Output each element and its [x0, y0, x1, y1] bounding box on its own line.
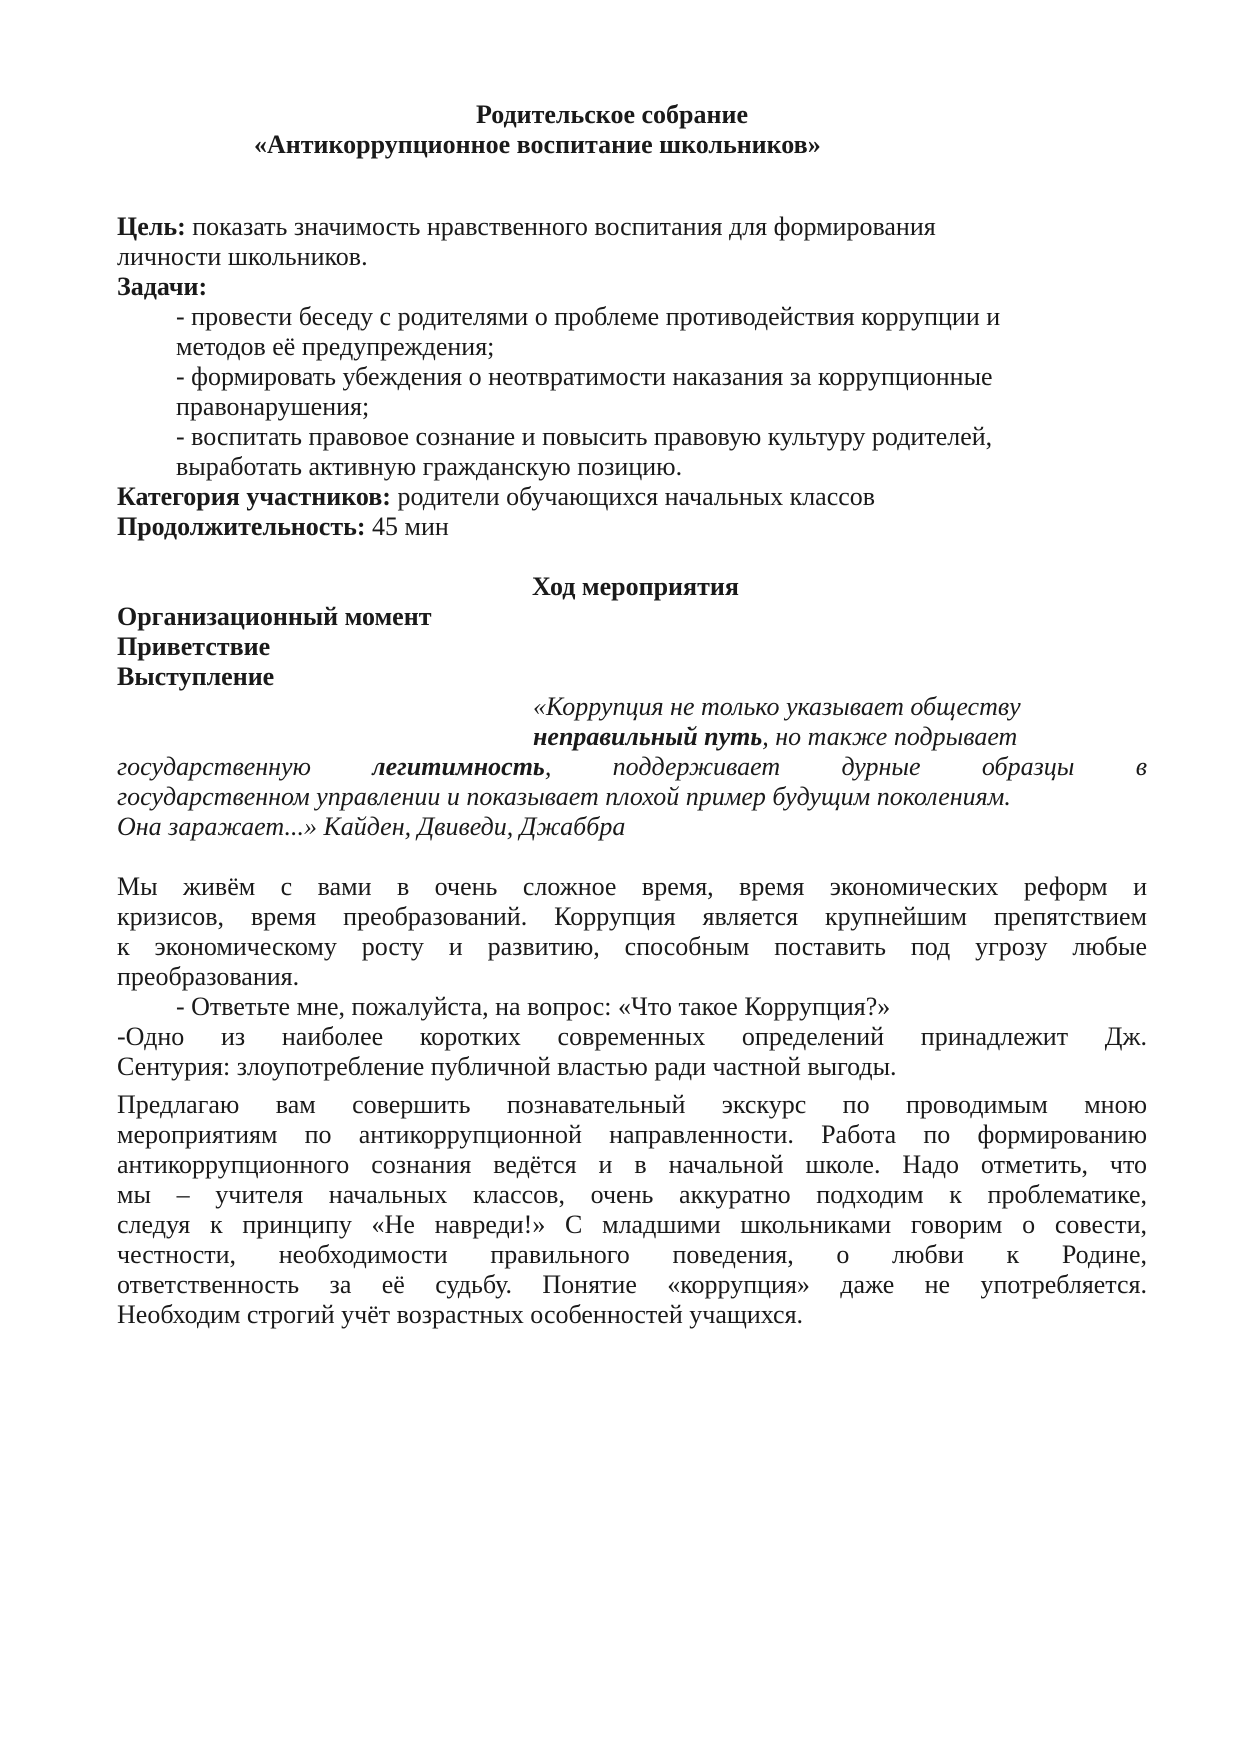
paragraph-1-line: преобразования.: [117, 962, 300, 991]
answer-block: [117, 1022, 1147, 1082]
stage-organizational: Организационный момент: [117, 602, 432, 631]
task-3-line-1: - воспитать правовое сознание и повысить правовую культуру родителей,: [176, 422, 993, 451]
paragraph-2-line: следуя к принципу «Не навреди!» С младшими школьниками говорим о совести,: [117, 1210, 1147, 1239]
course-heading: Ход мероприятия: [532, 572, 739, 601]
quote-body: [117, 752, 1147, 842]
question-line: - Ответьте мне, пожалуйста, на вопрос: «Что такое Коррупция?»: [176, 992, 891, 1021]
quote-emphasis-wrong-path: неправильный путь: [533, 722, 763, 751]
title-line-1: Родительское собрание: [476, 100, 748, 129]
paragraph-2-line: честности, необходимости правильного поведения, о любви к Родине,: [117, 1240, 1147, 1269]
paragraph-2-line: антикоррупционного сознания ведётся и в начальной школе. Надо отметить, что: [117, 1150, 1147, 1179]
paragraph-1-line: кризисов, время преобразований. Коррупция является крупнейшим препятствием: [117, 902, 1147, 931]
paragraph-1-line: к экономическому росту и развитию, способным поставить под угрозу любые: [117, 932, 1147, 961]
goal-text-1: показать значимость нравственного воспитания для формирования: [185, 212, 936, 241]
tasks-label: Задачи:: [117, 272, 208, 301]
title-line-2: «Антикоррупционное воспитание школьников»: [254, 130, 821, 159]
tasks-list: [176, 302, 1146, 482]
task-2-line-1: - формировать убеждения о неотвратимости наказания за коррупционные: [176, 362, 993, 391]
quote-line-3-end: , поддерживает дурные образцы в: [544, 752, 1148, 781]
answer-line-1: -Одно из наиболее коротких современных определений принадлежит Дж.: [117, 1022, 1147, 1051]
paragraph-2: [117, 1090, 1147, 1330]
task-1-line-1: - провести беседу с родителями о проблеме противодействия коррупции и: [176, 302, 1001, 331]
goal-text-2: личности школьников.: [117, 242, 368, 271]
answer-line-2: Сентурия: злоупотребление публичной властью ради частной выгоды.: [117, 1052, 897, 1081]
task-2-line-2: правонарушения;: [176, 392, 370, 421]
quote-line-1: «Коррупция не только указывает обществу: [533, 692, 1021, 721]
quote-line-3: [117, 752, 1147, 782]
quote-line-2: [533, 722, 1017, 752]
stage-greeting: Приветствие: [117, 632, 271, 661]
participants-value: родители обучающихся начальных классов: [390, 482, 876, 511]
duration-row: [117, 512, 449, 542]
duration-label: Продолжительность:: [117, 512, 366, 541]
quote-line-3-start: государственную: [117, 752, 311, 781]
quote-line-4: государственном управлении и показывает плохой пример будущим поколениям.: [117, 782, 1011, 811]
stage-speech: Выступление: [117, 662, 275, 691]
quote-emphasis-legitimacy: легитимность: [372, 752, 545, 781]
duration-value: 45 мин: [365, 512, 449, 541]
task-1-line-2: методов её предупреждения;: [176, 332, 495, 361]
paragraph-2-line: мероприятиям по антикоррупционной направленности. Работа по формированию: [117, 1120, 1147, 1149]
task-3-line-2: выработать активную гражданскую позицию.: [176, 452, 683, 481]
participants-row: [117, 482, 875, 512]
quote-line-5: Она заражает...» Кайден, Двиведи, Джаббра: [117, 812, 626, 841]
stages-list: [117, 602, 431, 692]
goal-block: [117, 212, 1147, 272]
goal-label: Цель:: [117, 212, 186, 241]
quote-line-2-rest: , но также подрывает: [762, 722, 1018, 751]
paragraph-2-line: мы – учителя начальных классов, очень аккуратно подходим к проблематике,: [117, 1180, 1147, 1209]
participants-label: Категория участников:: [117, 482, 391, 511]
paragraph-2-line: Необходим строгий учёт возрастных особенностей учащихся.: [117, 1300, 804, 1329]
paragraph-2-line: Предлагаю вам совершить познавательный экскурс по проводимым мною: [117, 1090, 1147, 1119]
paragraph-1-line: Мы живём с вами в очень сложное время, время экономических реформ и: [117, 872, 1147, 901]
paragraph-1: [117, 872, 1147, 992]
paragraph-2-line: ответственность за её судьбу. Понятие «коррупция» даже не употребляется.: [117, 1270, 1147, 1299]
